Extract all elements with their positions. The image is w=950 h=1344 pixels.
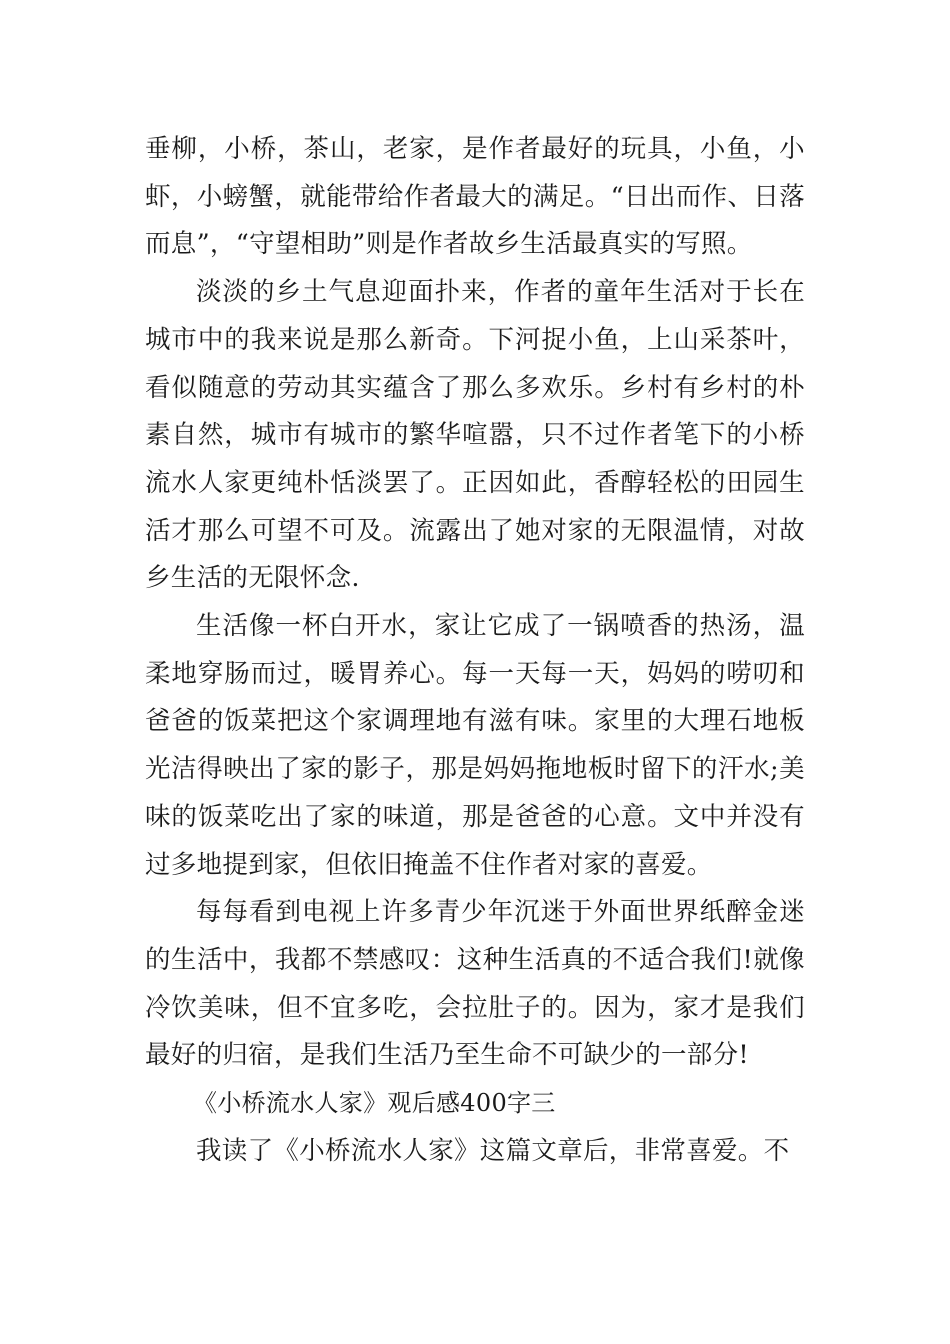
paragraph-5: 我读了《小桥流水人家》这篇文章后，非常喜爱。不 (196, 1135, 790, 1166)
paragraph-3: 生活像一杯白开水，家让它成了一锅喷香的热汤，温柔地穿肠而过，暖胃养心。每一天每一天，妈妈的唠叨和爸爸的饭菜把这个家调理地有滋有味。家里的大理石地板光洁得映出了家的影子，那是妈妈拖地板时留下的汗水;美味的饭菜吃出了家的味道，那是爸爸的心意。文中并没有过多地提到家，但依旧掩盖不住作者对家的喜爱。 (145, 611, 805, 880)
paragraph-4: 每每看到电视上许多青少年沉迷于外面世界纸醉金迷的生活中，我都不禁感叹：这种生活真的不适合我们!就像冷饮美味，但不宜多吃，会拉肚子的。因为，家才是我们最好的归宿，是我们生活乃至生命不可缺少的一部分! (145, 897, 805, 1071)
paragraph-1: 垂柳，小桥，茶山，老家，是作者最好的玩具，小鱼，小虾，小螃蟹，就能带给作者最大的满足。“日出而作、日落而息”，“守望相助”则是作者故乡生活最真实的写照。 (145, 134, 805, 260)
paragraph-2: 淡淡的乡土气息迎面扑来，作者的童年生活对于长在城市中的我来说是那么新奇。下河捉小鱼，上山采茶叶，看似随意的劳动其实蕴含了那么多欢乐。乡村有乡村的朴素自然，城市有城市的繁华喧嚣，只不过作者笔下的小桥流水人家更纯朴恬淡罢了。正因如此，香醇轻松的田园生活才那么可望不可及。流露出了她对家的无限温情，对故乡生活的无限怀念. (145, 277, 805, 594)
document-body (145, 126, 805, 1175)
section-heading: 《小桥流水人家》观后感400字三 (193, 1089, 556, 1118)
